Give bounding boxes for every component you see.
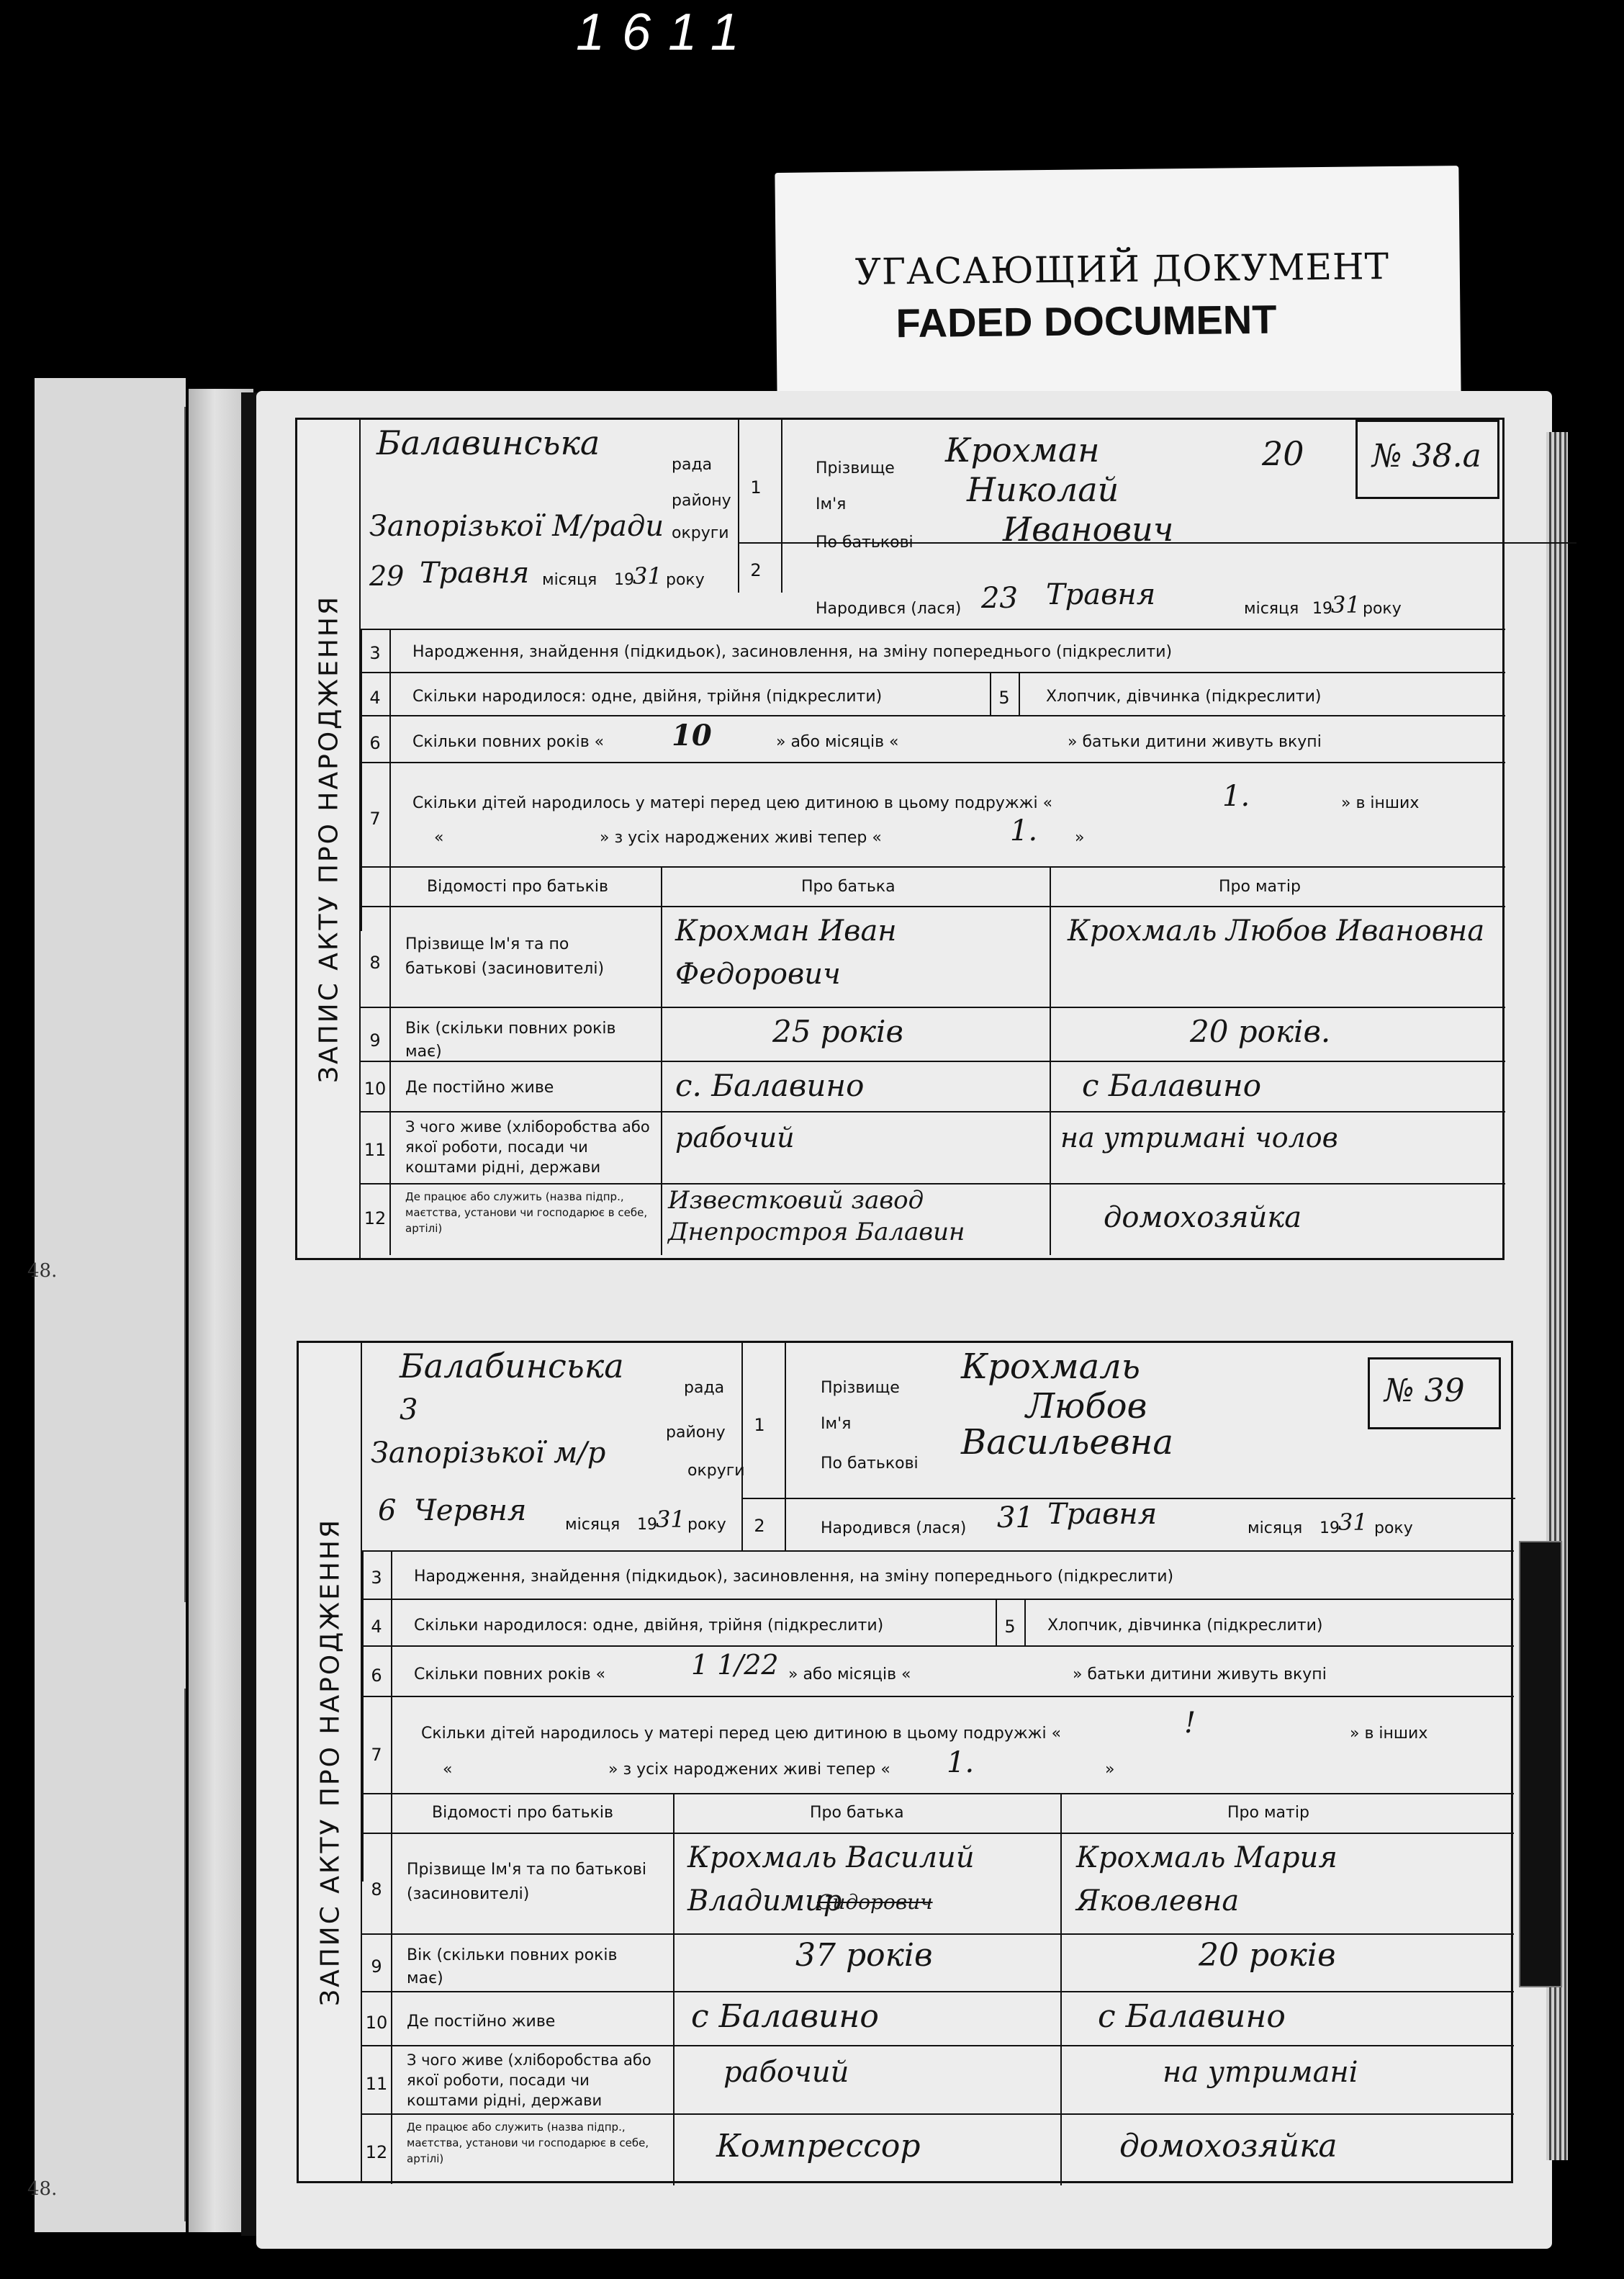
father-age: 25 років <box>772 1014 903 1049</box>
rada-handwritten: Балавинська <box>376 423 600 462</box>
row-number: 2 <box>750 560 762 580</box>
parents-header: Відомості про батьків <box>432 1804 613 1822</box>
left-page <box>27 378 186 2232</box>
row-number: 12 <box>365 2142 388 2162</box>
divider <box>361 1007 1505 1008</box>
row-number: 6 <box>371 1666 382 1686</box>
years-together: 1 1/22 <box>691 1649 779 1681</box>
born-label: Народився (лася) <box>821 1519 967 1537</box>
reg-month: Червня <box>414 1494 527 1527</box>
raion-label: району <box>672 492 731 510</box>
binder-tab <box>1519 1541 1562 1987</box>
row-12-text: Де працює або служить (назва підпр., маєтства, установи чи господарює в себе, артілі) <box>405 1190 648 1235</box>
row-number: 3 <box>369 643 381 663</box>
row-8-text: Прізвище Ім'я та по батькові (засиновителі) <box>407 1861 646 1903</box>
mother-name: Крохмаль Любов Ивановна <box>1068 914 1485 948</box>
divider <box>362 1550 1514 1552</box>
divider <box>1024 1599 1026 1645</box>
year-label: року <box>687 1516 726 1534</box>
mother-residence: с Балавино <box>1082 1068 1262 1103</box>
child-name: Любов <box>1026 1386 1147 1426</box>
year-label: року <box>666 571 705 589</box>
notice-en: FADED DOCUMENT <box>896 296 1277 346</box>
divider <box>738 420 739 593</box>
child-patronymic: Васильевна <box>961 1422 1173 1462</box>
father-name: Крохмаль Василий Владимир <box>687 1841 975 1918</box>
children-alive: 1. <box>947 1746 975 1779</box>
month-label: місяця <box>1248 1519 1303 1537</box>
row-10-text: Де постійно живе <box>405 1079 554 1097</box>
left-page-number: 48. <box>27 2178 58 2200</box>
row-number: 4 <box>371 1617 382 1637</box>
row-number: 7 <box>371 1745 382 1765</box>
surname-label: Прізвище <box>821 1379 900 1397</box>
row-9-text: Вік (скільки повних років має) <box>405 1020 616 1061</box>
row-12-text: Де працює або служить (назва підпр., маєтства, установи чи господарює в себе, артілі) <box>407 2121 649 2165</box>
child-patronymic: Иванович <box>1003 510 1174 549</box>
patronymic-label: По батькові <box>816 534 914 552</box>
row-10-text: Де постійно живе <box>407 2013 556 2031</box>
rada-label: рада <box>684 1379 725 1397</box>
row-7-text-a: Скільки дітей народилось у матері перед цею дитиною в цьому подружжі « <box>412 794 1053 812</box>
birth-year: 31 <box>1331 591 1361 619</box>
divider <box>362 1645 1514 1647</box>
row-number: 7 <box>369 809 381 829</box>
birth-year: 31 <box>1338 1509 1368 1536</box>
row-number: 9 <box>369 1030 381 1051</box>
father-name-struck: Сидорович <box>817 1890 933 1914</box>
raion-handwritten: 3 <box>400 1393 418 1426</box>
name-label: Ім'я <box>821 1415 852 1433</box>
row-5-text: Хлопчик, дівчинка (підкреслити) <box>1047 1617 1323 1635</box>
father-age: 37 років <box>795 1937 933 1974</box>
row-6-text-c: » батьки дитини живуть вкупі <box>1073 1666 1327 1684</box>
month-label: місяця <box>1244 600 1299 618</box>
mother-work: домохозяйка <box>1104 1201 1302 1234</box>
year-label: року <box>1374 1519 1413 1537</box>
child-surname: Крохмаль <box>961 1347 1140 1387</box>
left-page-column <box>35 1689 186 2221</box>
record-number-box <box>1368 1357 1501 1429</box>
record-number: № 38.а <box>1372 438 1481 475</box>
left-page-column <box>35 407 186 1602</box>
divider <box>362 1833 1514 1834</box>
father-residence: с Балавино <box>691 1998 879 2035</box>
row-number: 9 <box>371 1956 382 1977</box>
left-page-number: 48. <box>27 1260 58 1282</box>
year-label: року <box>1363 600 1402 618</box>
divider <box>361 1061 1505 1062</box>
row-7-text-d: » з усіх народжених живі тепер « <box>608 1761 890 1779</box>
row-6-text-c: » батьки дитини живуть вкупі <box>1068 733 1322 751</box>
father-living: рабочий <box>675 1122 795 1154</box>
month-label: місяця <box>542 571 597 589</box>
row-7-text-a: Скільки дітей народилось у матері перед цею дитиною в цьому подружжі « <box>421 1725 1062 1743</box>
divider <box>362 1696 1514 1697</box>
row-3-text: Народження, знайдення (підкидьок), засиновлення, на зміну попереднього (підкреслити) <box>414 1568 1174 1586</box>
birth-month: Травня <box>1047 1498 1158 1531</box>
row-7-text-e: » <box>1075 829 1085 847</box>
divider <box>361 906 1505 907</box>
divider <box>361 1111 1505 1112</box>
frame-number: 1611 <box>576 4 757 61</box>
name-label: Ім'я <box>816 495 847 513</box>
divider <box>1019 672 1020 715</box>
record-number-box <box>1355 420 1499 499</box>
divider <box>362 2045 1514 2046</box>
father-work: Компрессор <box>716 2128 921 2165</box>
row-number: 10 <box>364 1079 387 1099</box>
years-together: 10 <box>672 719 712 752</box>
row-7-text-b: » в інших <box>1350 1725 1428 1743</box>
mother-header: Про матір <box>1227 1804 1309 1822</box>
father-residence: с. Балавино <box>675 1068 865 1103</box>
year-prefix: 19 <box>1312 600 1332 618</box>
divider <box>785 1343 786 1550</box>
father-name: Крохман Иван Федорович <box>675 914 897 991</box>
child-surname-note: 20 <box>1262 434 1304 473</box>
mother-living: на утримані чолов <box>1060 1122 1338 1154</box>
divider <box>361 715 1505 716</box>
divider <box>361 672 1505 673</box>
row-7-text-c: « <box>434 829 444 847</box>
birth-day: 31 <box>997 1501 1034 1534</box>
row-7-text-d: » з усіх народжених живі тепер « <box>600 829 882 847</box>
divider <box>362 1991 1514 1992</box>
row-number: 5 <box>1004 1617 1016 1637</box>
row-8-text: Прізвище Ім'я та по батькові (засиновителі) <box>405 935 605 978</box>
raion-label: району <box>666 1424 726 1442</box>
mother-residence: с Балавино <box>1098 1998 1286 2035</box>
mother-age: 20 років. <box>1190 1014 1331 1049</box>
row-7-text-b: » в інших <box>1341 794 1420 812</box>
row-6-text-b: » або місяців « <box>776 733 899 751</box>
reg-month: Травня <box>420 557 530 590</box>
divider <box>362 2113 1514 2115</box>
divider <box>673 1793 675 2185</box>
father-work: Известковий завод Днепростроя Балавин <box>668 1186 965 1246</box>
reg-year: 31 <box>633 562 662 590</box>
row-3-text: Народження, знайдення (підкидьок), засиновлення, на зміну попереднього (підкреслити) <box>412 643 1173 661</box>
row-number: 5 <box>998 688 1010 708</box>
year-prefix: 19 <box>614 571 634 589</box>
row-6-text-a: Скільки повних років « <box>412 733 605 751</box>
row-number: 12 <box>364 1208 387 1228</box>
record-title-vertical: ЗАПИС АКТУ ПРО НАРОДЖЕННЯ <box>297 420 361 1258</box>
children-before: 1. <box>1222 780 1250 813</box>
divider <box>1060 1793 1062 2185</box>
mother-name: Крохмаль Мария Яковлевна <box>1076 1841 1337 1918</box>
reg-day: 29 <box>369 560 405 592</box>
year-prefix: 19 <box>1320 1519 1340 1537</box>
divider <box>362 1550 364 1882</box>
row-number: 11 <box>365 2074 388 2094</box>
faded-document-notice <box>775 166 1461 403</box>
birth-month: Травня <box>1046 578 1156 611</box>
birth-record-39 <box>297 1341 1513 2183</box>
father-living: рабочий <box>723 2056 849 2089</box>
row-6-text-a: Скільки повних років « <box>414 1666 606 1684</box>
row-9-text: Вік (скільки повних років має) <box>407 1946 618 1987</box>
divider <box>361 629 362 931</box>
divider <box>389 629 391 1255</box>
row-number: 8 <box>369 953 381 973</box>
row-number: 11 <box>364 1140 387 1160</box>
mother-work: домохозяйка <box>1119 2128 1337 2165</box>
row-6-text-b: » або місяців « <box>788 1666 911 1684</box>
divider <box>361 762 1505 763</box>
row-number: 6 <box>369 733 381 753</box>
rada-label: рада <box>672 456 713 474</box>
rada-handwritten: Балабинська <box>400 1347 624 1385</box>
mother-living: на утримані <box>1163 2056 1358 2089</box>
father-header: Про батька <box>810 1804 904 1822</box>
row-11-text: З чого живе (хліборобства або якої роботи, посади чи коштами рідні, держави <box>405 1118 650 1176</box>
okrug-handwritten: Запорізької м/р <box>371 1437 606 1470</box>
row-number: 2 <box>754 1516 765 1536</box>
row-number: 10 <box>365 2013 388 2033</box>
patronymic-label: По батькові <box>821 1455 919 1473</box>
children-before: ! <box>1184 1707 1196 1740</box>
birth-day: 23 <box>981 582 1018 615</box>
mother-header: Про матір <box>1219 878 1301 896</box>
month-label: місяця <box>565 1516 621 1534</box>
okrug-label: округи <box>672 524 729 542</box>
okrug-label: округи <box>687 1462 745 1480</box>
row-4-text: Скільки народилося: одне, двійня, трійня (підкреслити) <box>414 1617 884 1635</box>
row-number: 8 <box>371 1879 382 1900</box>
row-7-text-c: « <box>443 1761 453 1779</box>
record-number: № 39 <box>1384 1372 1465 1409</box>
reg-year: 31 <box>656 1506 685 1533</box>
row-number: 4 <box>369 688 381 708</box>
children-alive: 1. <box>1010 814 1038 848</box>
record-title-vertical: ЗАПИС АКТУ ПРО НАРОДЖЕННЯ <box>299 1343 362 2181</box>
divider <box>362 1793 1514 1794</box>
row-4-text: Скільки народилося: одне, двійня, трійня (підкреслити) <box>412 688 883 706</box>
row-5-text: Хлопчик, дівчинка (підкреслити) <box>1046 688 1322 706</box>
surname-label: Прізвище <box>816 459 895 477</box>
child-name: Николай <box>967 470 1119 509</box>
father-header: Про батька <box>801 878 896 896</box>
reg-day: 6 <box>378 1494 397 1527</box>
parents-header: Відомості про батьків <box>427 878 608 896</box>
divider <box>362 1599 1514 1600</box>
notice-ru: УГАСАЮЩИЙ ДОКУМЕНТ <box>854 246 1390 293</box>
child-surname: Крохман <box>945 431 1100 469</box>
row-7-text-e: » <box>1105 1761 1115 1779</box>
divider <box>361 629 1505 630</box>
raion-handwritten: Запорізької М/ради <box>369 510 664 543</box>
row-number: 1 <box>750 477 762 498</box>
row-11-text: З чого живе (хліборобства або якої роботи, посади чи коштами рідні, держави <box>407 2051 651 2109</box>
divider <box>361 866 1505 868</box>
year-prefix: 19 <box>637 1516 657 1534</box>
birth-record-38a <box>295 418 1505 1260</box>
row-number: 3 <box>371 1568 382 1588</box>
born-label: Народився (лася) <box>816 600 962 618</box>
row-number: 1 <box>754 1415 765 1435</box>
divider <box>741 1343 743 1550</box>
mother-age: 20 років <box>1199 1937 1336 1974</box>
divider <box>362 1933 1514 1935</box>
divider <box>781 420 782 593</box>
